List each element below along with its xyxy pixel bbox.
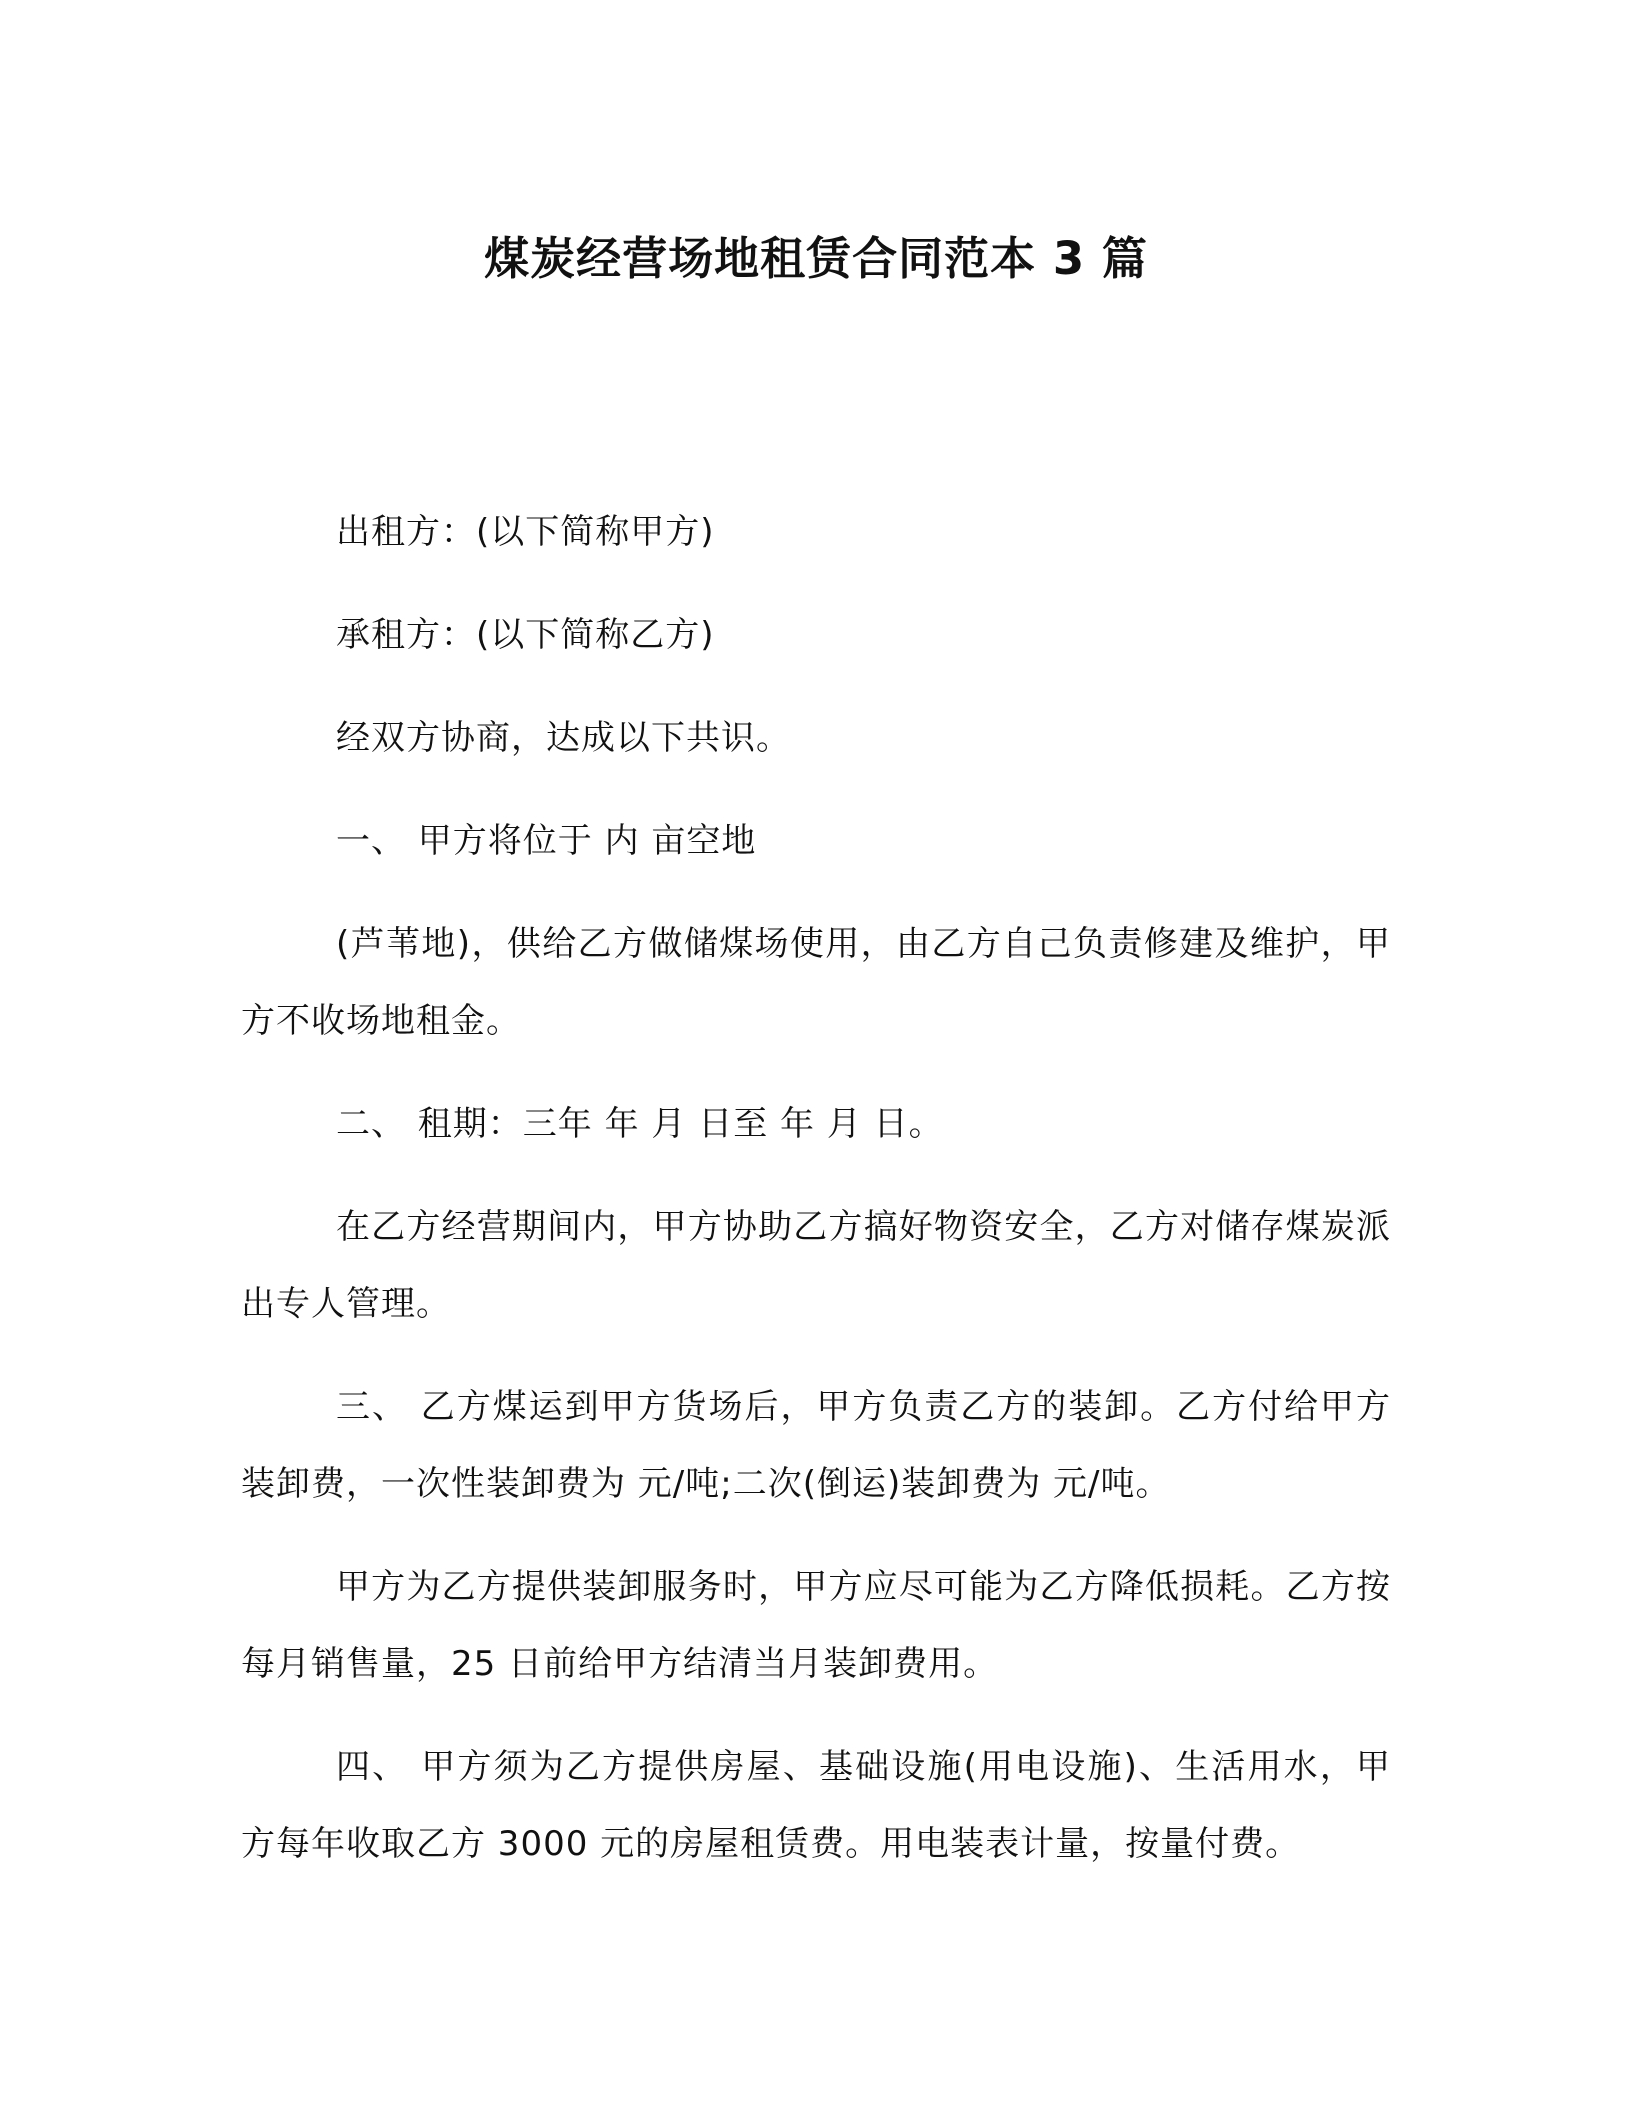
paragraph-consensus: 经双方协商，达成以下共识。	[336, 718, 791, 758]
paragraph-clause-4: 四、 甲方须为乙方提供房屋、基础设施(用电设施)、生活用水，甲方每年收取乙方 3000 元的房屋租赁费。用电装表计量，按量付费。	[241, 1747, 1391, 1864]
paragraph-clause-3-detail: 甲方为乙方提供装卸服务时，甲方应尽可能为乙方降低损耗。乙方按每月销售量，25 日前给甲方结清当月装卸费用。	[241, 1567, 1391, 1684]
paragraph-clause-1-detail: (芦苇地)，供给乙方做储煤场使用，由乙方自己负责修建及维护，甲方不收场地租金。	[241, 924, 1391, 1041]
paragraph-clause-2: 二、 租期：三年 年 月 日至 年 月 日。	[336, 1104, 944, 1144]
paragraph-clause-1: 一、 甲方将位于 内 亩空地	[336, 821, 757, 861]
document-title: 煤炭经营场地租赁合同范本 3 篇	[484, 232, 1148, 285]
paragraph-clause-3: 三、 乙方煤运到甲方货场后，甲方负责乙方的装卸。乙方付给甲方装卸费，一次性装卸费为 元/吨;二次(倒运)装卸费为 元/吨。	[241, 1387, 1391, 1504]
paragraph-clause-2-detail: 在乙方经营期间内，甲方协助乙方搞好物资安全，乙方对储存煤炭派出专人管理。	[241, 1207, 1391, 1324]
paragraph-lessor: 出租方：(以下简称甲方)	[336, 512, 715, 552]
paragraph-lessee: 承租方：(以下简称乙方)	[336, 615, 715, 655]
document-body	[241, 494, 1391, 1909]
